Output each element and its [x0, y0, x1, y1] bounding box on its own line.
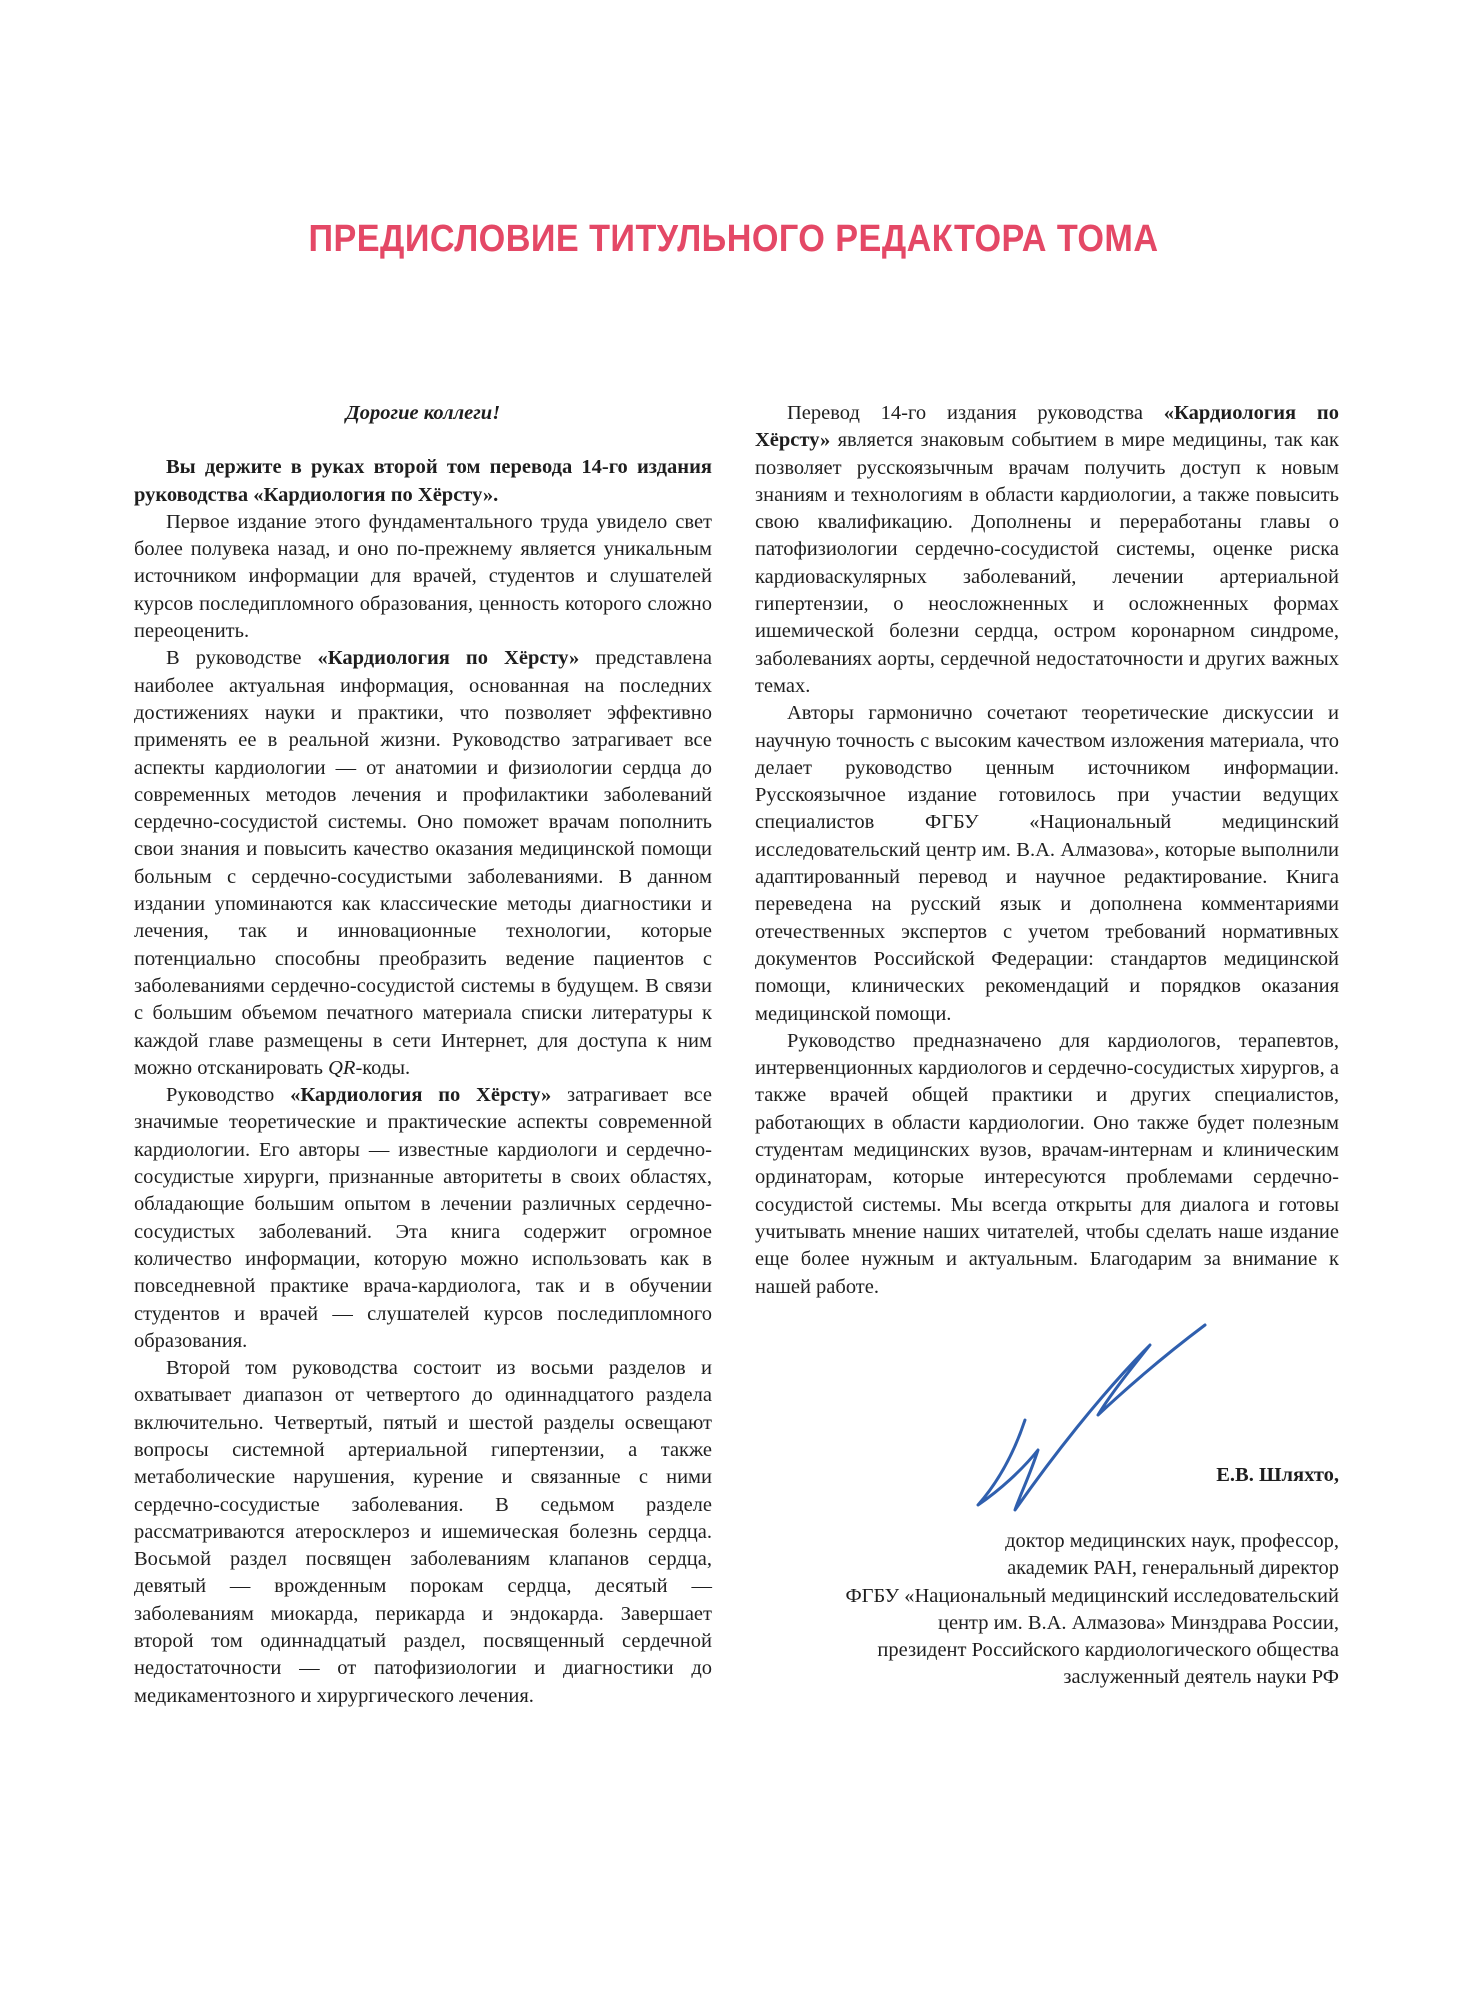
lead-paragraph: Вы держите в руках второй том перевода 14-го издания руководства «Кардиология по Хёрсту». [134, 456, 712, 506]
paragraph-guide-content: В руководстве «Кардиология по Хёрсту» представлена наиболее актуальная информация, основанная на последних достижениях науки и практики, что позволяет эффективно применять ее в реальной жизни. Руководство затрагивает все аспекты кардиологии — от анатомии и физиологии сердца до современных методов лечения и профилактики заболеваний сердечно-сосудистой системы. Оно поможет врачам пополнить свои знания и повысить качество оказания медицинской помощи больным с сердечно-сосудистыми заболеваниями. В данном издании упоминаются как классические методы диагностики и лечения, так и инновационные технологии, которые потенциально способны преобразить ведение пациентов с заболеваниями сердечно-сосудистой системы в будущем. В связи с большим объемом печатного материала списки литературы к каждой главе размещены в сети Интернет, для доступа к ним можно отсканировать QR-коды. [134, 647, 713, 1079]
credential-line: президент Российского кардиологического общества [877, 1639, 1339, 1662]
paragraph-authors: Руководство «Кардиология по Хёрсту» затрагивает все значимые теоретические и практические аспекты современной кардиологии. Его авторы — известные кардиологи и сердечно-сосудистые хирурги, признанные авторитеты в своих областях, обладающие большим опытом в лечении различных сердечно-сосудистых заболеваний. Эта книга содержит огромное количество информации, которую можно использовать как в повседневной практике врача-кардиолога, так и в обучении студентов и врачей — слушателей курсов последипломного образования. [134, 1084, 712, 1352]
book-title-ref: «Кардиология по Хёрсту» [290, 1084, 552, 1107]
signer-name: Е.В. Шляхто, [1216, 1464, 1339, 1486]
page-title: ПРЕДИСЛОВИЕ ТИТУЛЬНОГО РЕДАКТОРА ТОМА [308, 218, 1159, 260]
left-column [134, 400, 712, 1710]
book-title-ref: «Кардиология по Хёрсту» [317, 647, 580, 670]
book-title-ref: «Кардиология по Хёрсту» [755, 402, 1339, 452]
credential-line: центр им. В.А. Алмазова» Минздрава России, [938, 1611, 1339, 1634]
right-column [755, 400, 1339, 1301]
signature-stroke [978, 1325, 1205, 1510]
credential-line: доктор медицинских наук, профессор, [1005, 1530, 1339, 1552]
paragraph-first-edition: Первое издание этого фундаментального труда увидело свет более полувека назад, и оно по-прежнему является уникальным источником информации для врачей, студентов и слушателей курсов последипломного образования, ценность которого сложно переоценить. [134, 510, 712, 643]
credential-line: заслуженный деятель науки РФ [1063, 1666, 1339, 1689]
greeting: Дорогие коллеги! [345, 402, 501, 424]
credential-line: ФГБУ «Национальный медицинский исследовательский [845, 1584, 1339, 1607]
paragraph-russian-edition: Авторы гармонично сочетают теоретические дискуссии и научную точность с высоким качеством изложения материала, что делает руководство ценным источником информации. Русскоязычное издание готовилось при участии ведущих специалистов ФГБУ «Национальный медицинский исследовательский центр им. В.А. Алмазова», которые выполнили адаптированный перевод и научное редактирование. Книга переведена на русский язык и дополнена комментариями отечественных экспертов с учетом требований нормативных документов Российской Федерации: стандартов медицинской помощи, клинических рекомендаций и порядков оказания медицинской помощи. [755, 702, 1339, 1025]
paragraph-translation: Перевод 14-го издания руководства «Кардиология по Хёрсту» является знаковым событием в мире медицины, так как позволяет русскоязычным врачам получить доступ к новым знаниям и технологиям в области кардиологии, а также повысить свою квалификацию. Дополнены и переработаны главы о патофизиологии сердечно-сосудистой системы, оценке риска кардиоваскулярных заболеваний, лечении артериальной гипертензии, о неосложненных и осложненных формах ишемической болезни сердца, остром коронарном синдроме, заболеваниях аорты, сердечной недостаточности и других важных темах. [755, 402, 1339, 697]
paragraph-second-volume: Второй том руководства состоит из восьми разделов и охватывает диапазон от четвертого до одиннадцатого раздела включительно. Четвертый, пятый и шестой разделы освещают вопросы системной артериальной гипертензии, а также метаболические нарушения, курение и связанные с ними сердечно-сосудистые заболевания. В седьмом разделе рассматриваются атеросклероз и ишемическая болезнь сердца. Восьмой раздел посвящен заболеваниям клапанов сердца, девятый — врожденным порокам сердца, десятый — заболеваниям миокарда, перикарда и эндокарда. Завершает второй том одиннадцатый раздел, посвященный сердечной недостаточности — от патофизиологии и диагностики до медикаментозного и хирургического лечения. [134, 1357, 712, 1707]
handwritten-signature [960, 1300, 1220, 1530]
signer-credentials [639, 1528, 1339, 1692]
credential-line: академик РАН, генеральный директор [1007, 1557, 1339, 1580]
paragraph-audience: Руководство предназначено для кардиологов, терапевтов, интервенционных кардиологов и сердечно-сосудистых хирургов, а также врачей общей практики и других специалистов, работающих в области кардиологии. Оно также будет полезным студентам медицинских вузов, врачам-интернам и клиническим ординаторам, которые интересуются проблемами сердечно-сосудистой системы. Мы всегда открыты для диалога и готовы учитывать мнение наших читателей, чтобы сделать наше издание еще более нужным и актуальным. Благодарим за внимание к нашей работе. [755, 1029, 1339, 1298]
